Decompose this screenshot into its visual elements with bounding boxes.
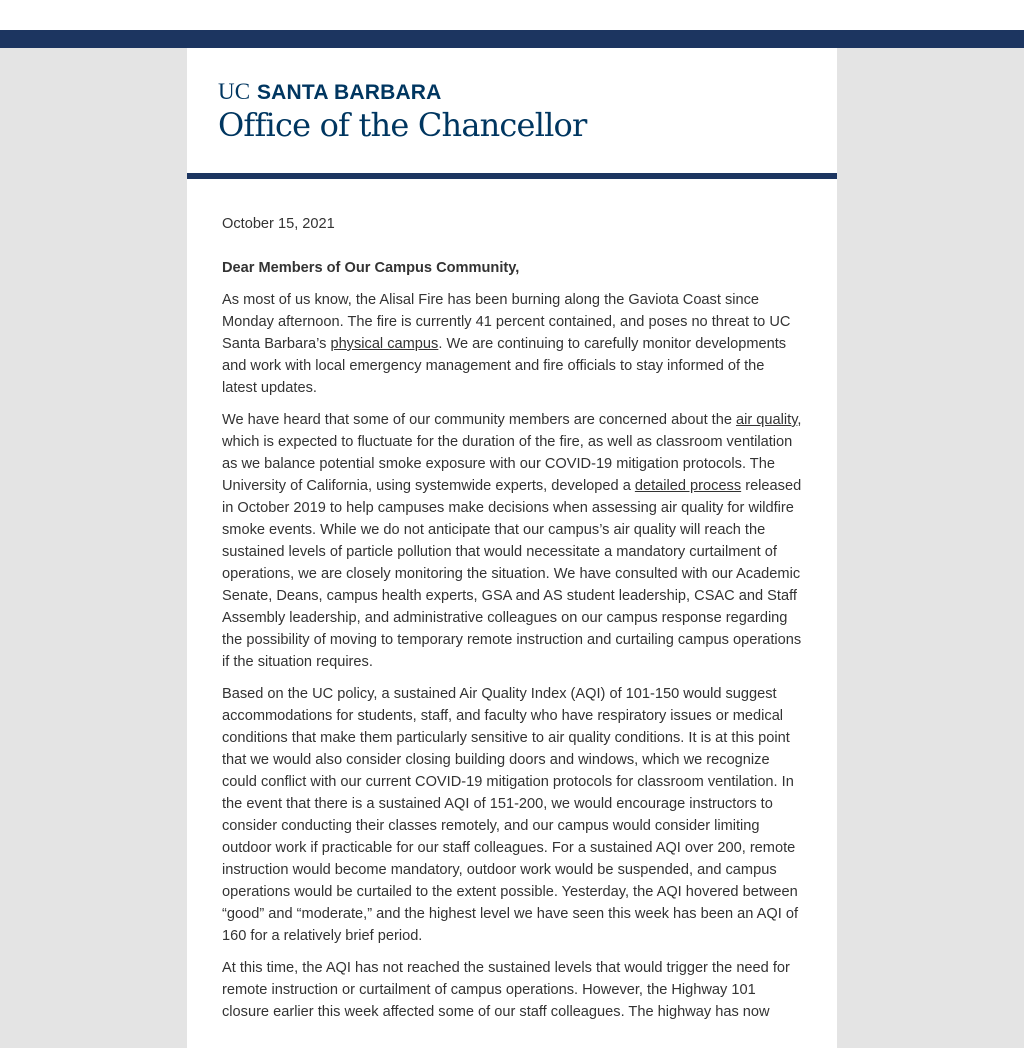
detailed-process-link[interactable]: detailed process [634,478,742,494]
email-card [187,48,837,1048]
air-quality-link[interactable]: air quality [736,412,798,428]
paragraph-3: Based on the UC policy, a sustained Air Quality Index (AQI) of 101-150 would suggest accommodations for students, staff, and faculty who have respiratory issues or medical conditions that make them particularly sensitive to air quality conditions. It is at this point that we would also consider closing building doors and windows, which we recognize could conflict with our current COVID-19 mitigation protocols for classroom ventilation. In the event that there is a sustained AQI of 151-200, we would encourage instructors to consider conducting their classes remotely, and our campus would consider limiting outdoor work if practicable for our staff colleagues. For a sustained AQI over 200, remote instruction would become mandatory, outdoor work would be suspended, and campus operations would be curtailed to the extent possible. Yesterday, the AQI hovered between “good” and “moderate,” and the highest level we have seen this week has been an AQI of 160 for a relatively brief period. [222,686,799,944]
paragraph-1 [222,289,802,399]
text: . We are continuing to carefully monitor developments and work with local emergency management and fire officials to stay informed of the latest updates. [222,336,787,396]
text: released in October 2019 to help campuses make decisions when assessing air quality for wildfire smoke events. While we do not anticipate that our campus’s air quality will reach the sustained levels of particle pollution that would necessitate a mandatory curtailment of operations, we are closely monitoring the situation. We have consulted with our Academic Senate, Deans, campus health experts, GSA and AS student leadership, CSAC and Staff Assembly leadership, and administrative colleagues on our campus response regarding the possibility of moving to temporary remote instruction and curtailing campus operations if the situation requires. [222,478,802,670]
logo-santa-barbara: SANTA BARBARA [256,81,442,104]
top-navy-bar [0,30,1024,48]
letter-date: October 15, 2021 [222,216,335,232]
text: As most of us know, the Alisal Fire has been burning along the Gaviota Coast since Monday afternoon. The fire is currently 41 percent contained, and poses no threat to UC Santa Barbara’s [222,292,791,352]
logo-uc: UC [218,79,251,104]
paragraph-2 [222,409,802,673]
paragraph-4: At this time, the AQI has not reached the sustained levels that would trigger the need for remote instruction or curtailment of campus operations. However, the Highway 101 closure earlier this week affected some of our staff colleagues. The highway has now [222,960,790,1020]
text: , which is expected to fluctuate for the duration of the fire, as well as classroom ventilation as we balance potential smoke exposure with our COVID-19 mitigation protocols. The University of California, using systemwide experts, developed a [222,412,802,494]
letter-body [187,179,837,1023]
top-margin [0,0,1024,30]
ucsb-logo [218,78,442,105]
greeting: Dear Members of Our Campus Community, [222,260,520,276]
letterhead [187,48,837,179]
text: We have heard that some of our community members are concerned about the [222,412,737,428]
office-title: Office of the Chancellor [218,106,587,144]
physical-campus-link[interactable]: physical campus [330,336,439,352]
